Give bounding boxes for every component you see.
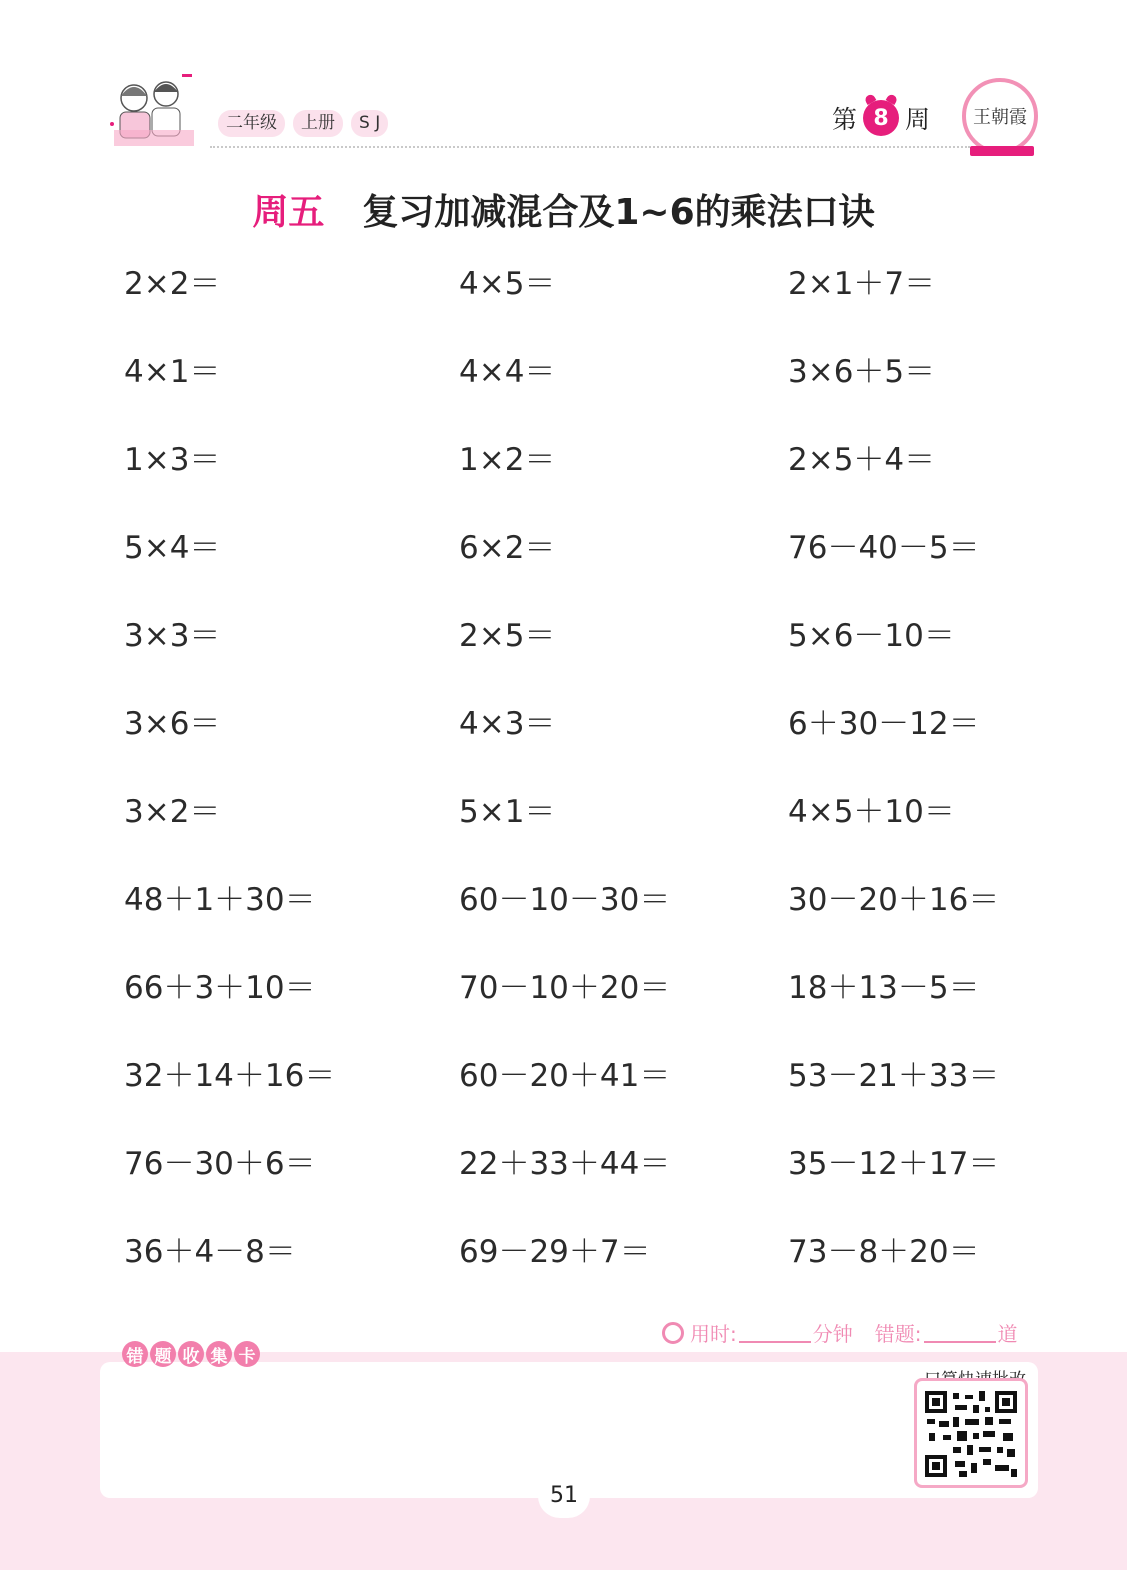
error-label: 错题:	[874, 1322, 922, 1346]
problem: 1×3＝	[124, 442, 221, 478]
problem: 4×4＝	[459, 354, 556, 390]
card-title-char: 题	[150, 1341, 176, 1367]
problem: 5×6－10＝	[788, 618, 955, 654]
logo-ribbon	[970, 146, 1034, 156]
title-day: 周五	[252, 192, 325, 233]
problem: 3×6＋5＝	[788, 354, 936, 390]
brand-logo	[962, 78, 1038, 154]
problem: 60－20＋41＝	[459, 1058, 671, 1094]
grade-tag: 二年级	[218, 110, 285, 137]
problem: 66＋3＋10＝	[124, 970, 316, 1006]
problem: 35－12＋17＝	[788, 1146, 1000, 1182]
kids-illustration	[104, 70, 204, 154]
error-unit: 道	[997, 1322, 1018, 1346]
card-title-char: 集	[206, 1341, 232, 1367]
problem: 69－29＋7＝	[459, 1234, 651, 1270]
problem: 2×1＋7＝	[788, 266, 936, 302]
problem: 2×2＝	[124, 266, 221, 302]
time-unit: 分钟	[812, 1322, 853, 1346]
page-header	[0, 0, 1127, 170]
stopwatch-icon	[662, 1322, 684, 1344]
problem: 4×1＝	[124, 354, 221, 390]
problem: 6＋30－12＝	[788, 706, 980, 742]
time-blank[interactable]	[739, 1323, 811, 1343]
problem: 5×4＝	[124, 530, 221, 566]
problem: 30－20＋16＝	[788, 882, 1000, 918]
problem: 1×2＝	[459, 442, 556, 478]
problem: 4×5＋10＝	[788, 794, 955, 830]
week-indicator	[832, 100, 930, 136]
logo-text: 王朝霞	[973, 107, 1027, 128]
problem: 6×2＝	[459, 530, 556, 566]
problem: 5×1＝	[459, 794, 556, 830]
problem: 4×5＝	[459, 266, 556, 302]
week-prefix: 第	[832, 105, 858, 134]
problem: 36＋4－8＝	[124, 1234, 296, 1270]
problem: 76－40－5＝	[788, 530, 980, 566]
alarm-clock-icon	[863, 100, 899, 136]
qr-code[interactable]	[914, 1378, 1028, 1488]
page-title	[0, 184, 1127, 235]
card-title-char: 错	[122, 1341, 148, 1367]
week-suffix: 周	[905, 105, 931, 134]
problem: 70－10＋20＝	[459, 970, 671, 1006]
problem: 3×2＝	[124, 794, 221, 830]
time-label: 用时:	[690, 1322, 737, 1346]
volume-tag: 上册	[293, 110, 343, 137]
error-blank[interactable]	[924, 1323, 996, 1343]
problem: 22＋33＋44＝	[459, 1146, 671, 1182]
header-divider	[210, 146, 970, 148]
problem: 18＋13－5＝	[788, 970, 980, 1006]
week-number: 8	[873, 105, 889, 131]
edition-tag: S J	[351, 110, 388, 137]
problem: 2×5＋4＝	[788, 442, 936, 478]
page-number: 51	[538, 1474, 590, 1518]
card-title-char: 收	[178, 1341, 204, 1367]
qr-code-icon	[925, 1391, 1017, 1477]
problem: 3×6＝	[124, 706, 221, 742]
problem: 32＋14＋16＝	[124, 1058, 336, 1094]
problem: 2×5＝	[459, 618, 556, 654]
timing-record	[662, 1318, 1018, 1347]
problem: 53－21＋33＝	[788, 1058, 1000, 1094]
problem: 3×3＝	[124, 618, 221, 654]
problem: 73－8＋20＝	[788, 1234, 980, 1270]
card-title	[122, 1341, 260, 1367]
problem: 60－10－30＝	[459, 882, 671, 918]
title-topic: 复习加减混合及1~6的乘法口诀	[362, 192, 875, 233]
problem: 4×3＝	[459, 706, 556, 742]
problem: 48＋1＋30＝	[124, 882, 316, 918]
card-title-char: 卡	[234, 1341, 260, 1367]
problem: 76－30＋6＝	[124, 1146, 316, 1182]
